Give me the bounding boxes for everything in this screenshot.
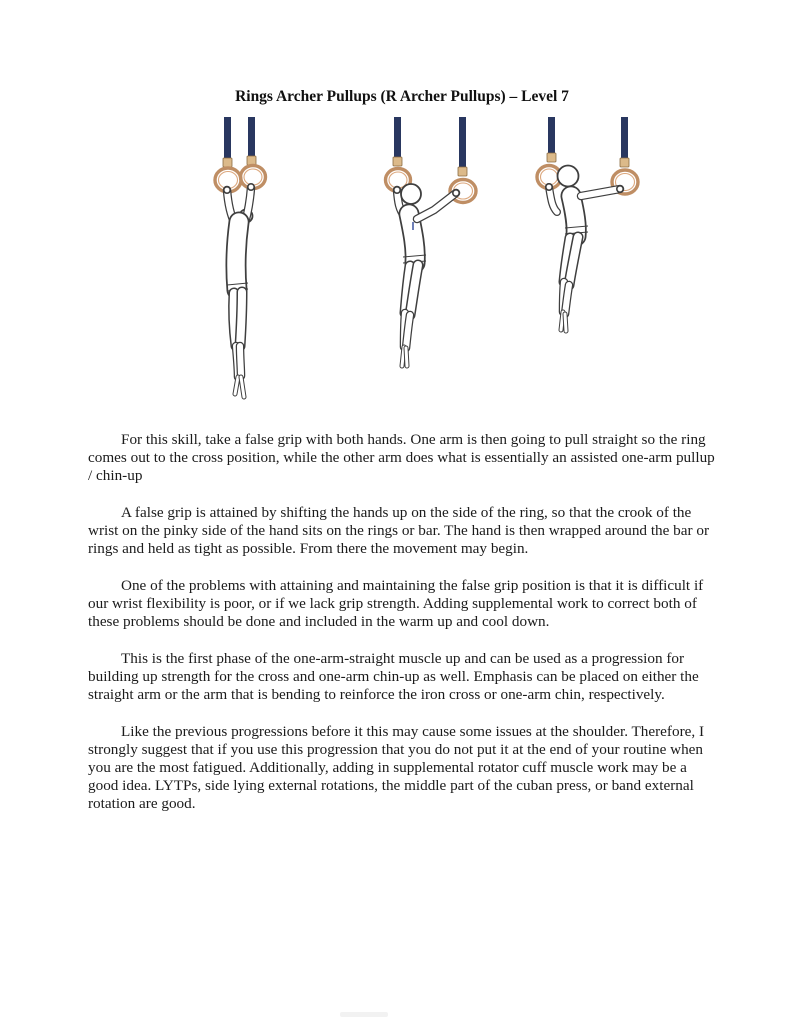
ring-strap	[621, 117, 628, 158]
ring-strap	[548, 117, 555, 153]
ring-strap	[459, 117, 466, 167]
paragraph-grip-problems: One of the problems with attaining and maintaining the false grip position is that it is difficult if our wrist flexibility is poor, or if we lack grip strength. Adding supplemental work to correct both of these problems should be done and included in the warm up and cool down.	[88, 576, 704, 631]
figure-calf-fill	[406, 315, 410, 348]
figure-dead-hang	[215, 117, 266, 397]
page-title: Rings Archer Pullups (R Archer Pullups) – Level 7	[235, 88, 569, 105]
strap-buckle	[223, 158, 232, 167]
paragraph-false-grip-howto: A false grip is attained by shifting the hands up on the side of the ring, so that the crook of the wrist on the pinky side of the hand sits on the rings or bar. The hand is then wrapped around the bar or rings and held as tight as possible. From there the movement may begin.	[88, 503, 710, 558]
figure-hand	[546, 184, 552, 190]
ring-strap	[248, 117, 255, 156]
strap-buckle	[620, 158, 629, 167]
strap-buckle	[458, 167, 467, 176]
figure-calf-fill	[565, 285, 569, 314]
ring-strap	[394, 117, 401, 157]
figure-head	[401, 184, 421, 204]
strap-buckle	[247, 156, 256, 165]
ring-strap	[224, 117, 231, 158]
figure-torso-fill	[571, 196, 576, 236]
body-text	[88, 431, 718, 832]
footer-faint-mark	[340, 1012, 388, 1017]
figure-head	[558, 166, 579, 187]
figure-foot-fill	[565, 314, 566, 331]
figure-hand	[453, 190, 459, 196]
strap-buckle	[393, 157, 402, 166]
strap-buckle	[547, 153, 556, 162]
figure-arm-fill	[581, 189, 620, 196]
paragraph-first-phase: This is the first phase of the one-arm-straight muscle up and can be used as a progression for building up strength for the cross and one-arm chin-up as well. Emphasis can be placed on either the straight arm or the arm that is bending to reinforce the iron cross or one-arm chin, respectively.	[88, 649, 699, 704]
figure-torso-fill	[236, 222, 239, 290]
figure-calf-fill	[240, 346, 241, 376]
figure-hand	[617, 186, 623, 192]
figure-mid-pull	[386, 117, 477, 366]
gymnastic-ring-inner	[244, 169, 262, 185]
paragraph-shoulder-warning: Like the previous progressions before it this may cause some issues at the shoulder. Therefore, I strongly suggest that if you use this progression that you do not put it at the end of your routine when you are the most fatigued. Additionally, adding in supplemental rotator cuff muscle work may be a good idea. LYTPs, side lying external rotations, the middle part of the cuban press, or band external rotation are good.	[88, 722, 705, 813]
paragraph-false-grip-intro: For this skill, take a false grip with both hands. One arm is then going to pull straight so the ring comes out to the cross position, while the other arm does what is essentially an assisted one-arm pullup / chin-up	[88, 431, 715, 485]
figure-foot-fill	[406, 348, 407, 366]
figure-hand	[248, 184, 254, 190]
rings-archer-pullup-illustration	[0, 100, 800, 430]
figure-hand	[394, 187, 400, 193]
figure-top-archer	[537, 117, 638, 331]
figure-arm-fill	[417, 193, 456, 219]
gymnastic-ring-inner	[541, 169, 558, 185]
figure-hand	[224, 187, 230, 193]
figure-leg-fill	[240, 292, 242, 346]
